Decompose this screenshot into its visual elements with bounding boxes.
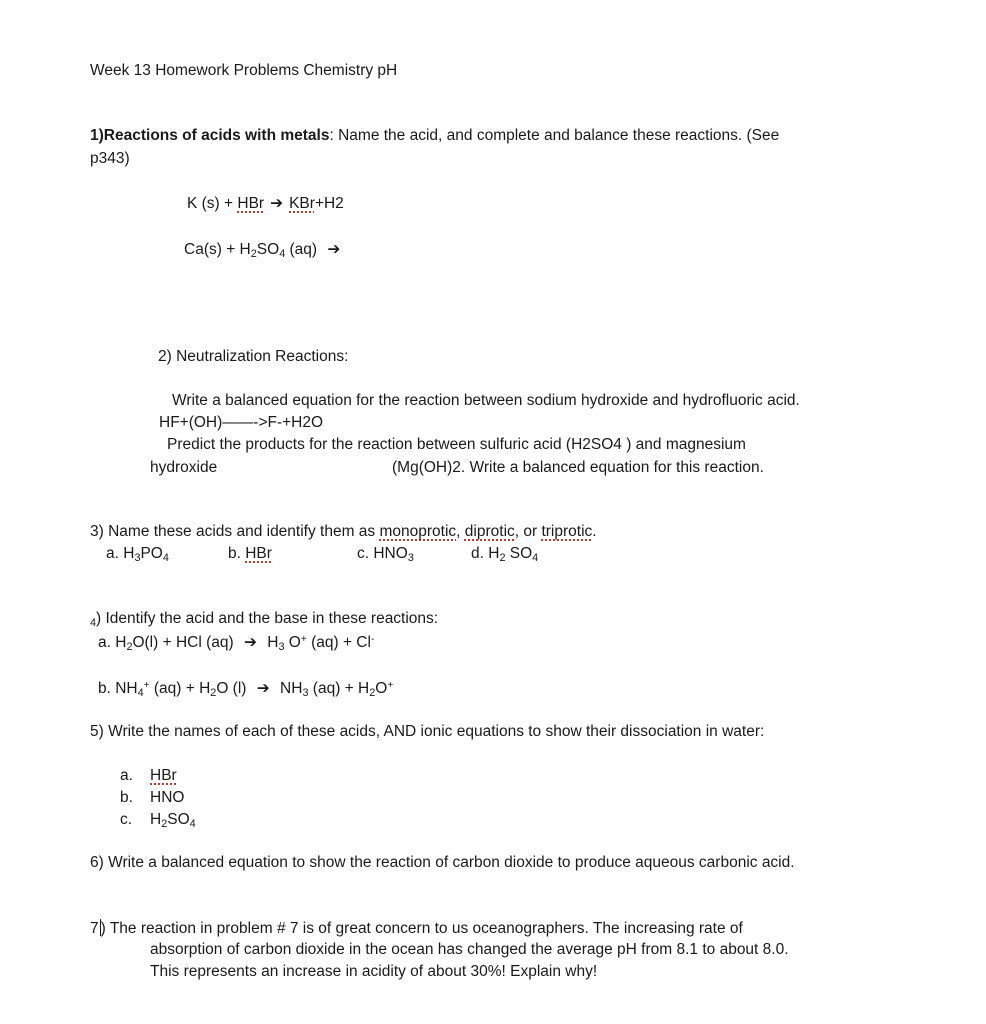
- arrow-icon: ➔: [270, 195, 284, 212]
- q4-a-tail: (aq) + Cl: [306, 634, 371, 651]
- q5-c-sub1: 2: [161, 818, 168, 831]
- q4-heading: ) Identify the acid and the base in these reactions:: [96, 610, 439, 627]
- q4-a-sup1: +: [300, 634, 307, 646]
- q3-or: , or: [514, 523, 542, 540]
- q5-item-a-value: [150, 767, 177, 786]
- q4-a-prod2: O: [284, 634, 301, 651]
- q1-eq1-product: KBr: [289, 195, 315, 212]
- q7-line-2: absorption of carbon dioxide in the ocean has changed the average pH from 8.1 to about 8.0.: [150, 941, 789, 958]
- q3-item-d: [471, 545, 538, 564]
- q3-pre: 3) Name these acids and identify them as: [90, 523, 380, 540]
- q1-eq2-mid: SO: [256, 241, 280, 258]
- q4-item-b: [98, 680, 393, 699]
- q5-item-b-value: HNO: [150, 789, 185, 806]
- q7-line-1: [90, 919, 743, 939]
- arrow-icon: ➔: [243, 634, 257, 651]
- q4-b-sup2: +: [387, 680, 394, 692]
- q4-a-mid: O(l) + HCl (aq): [132, 634, 238, 651]
- q4-item-a: [98, 634, 374, 653]
- q5-item-c-value: [150, 811, 196, 830]
- q5-c-mid: SO: [167, 811, 190, 828]
- q1-eq2-lhs: Ca(s) + H: [184, 241, 251, 258]
- arrow-icon: ➔: [327, 241, 341, 258]
- q5-c-sub2: 4: [189, 818, 196, 831]
- q4-number: 4: [90, 617, 97, 630]
- q3-item-c: [357, 545, 414, 564]
- q1-eq1-rest: +H2: [314, 195, 344, 212]
- q3-triprotic: triprotic: [541, 523, 593, 540]
- q7-line-3: This represents an increase in acidity of about 30%! Explain why!: [150, 963, 598, 980]
- q4-b-tail: (aq) + H: [308, 680, 370, 697]
- q6-prompt: 6) Write a balanced equation to show the reaction of carbon dioxide to produce aqueous carbonic acid.: [90, 854, 795, 871]
- q5-item-a-label: a.: [120, 767, 133, 784]
- q3-d-label: d. H: [471, 545, 500, 562]
- q2-heading: 2) Neutralization Reactions:: [158, 348, 349, 365]
- q1-equation-1: [187, 195, 344, 214]
- q4-b-prod: NH: [275, 680, 303, 697]
- q3-prompt: [90, 523, 597, 542]
- q4-a-sub1: 2: [126, 641, 133, 654]
- q3-c-sub: 3: [407, 552, 414, 565]
- arrow-icon: ➔: [256, 680, 270, 697]
- q3-end: .: [592, 523, 597, 540]
- q5-item-b-label: b.: [120, 789, 133, 806]
- q4-b-sub4: 2: [369, 687, 376, 700]
- q4-prompt: [90, 610, 438, 629]
- q1-eq2-sub2: 4: [279, 248, 286, 261]
- q3-d-mid: SO: [505, 545, 533, 562]
- q4-b-sub2: 2: [210, 687, 217, 700]
- q1-eq1-lhs: K (s) +: [187, 195, 238, 212]
- q5-c-pre: H: [150, 811, 162, 828]
- q3-a-sub1: 3: [134, 552, 141, 565]
- q2-line-2: HF+(OH)——->F-+H2O: [159, 414, 324, 431]
- q1-eq2-sub1: 2: [250, 248, 257, 261]
- q5-prompt: 5) Write the names of each of these acids, AND ionic equations to show their dissociation in water:: [90, 723, 765, 740]
- q4-a-sup2: -: [370, 634, 375, 646]
- q3-a-sub2: 4: [162, 552, 169, 565]
- q3-d-sub1: 2: [499, 552, 506, 565]
- q3-a-label: a. H: [106, 545, 135, 562]
- q1-eq2-rest: (aq): [285, 241, 322, 258]
- q2-line-1: Write a balanced equation for the reaction between sodium hydroxide and hydrofluoric acid.: [172, 392, 800, 409]
- q3-monoprotic: monoprotic: [379, 523, 457, 540]
- q7-number: 7: [90, 920, 99, 937]
- q4-b-pre: b. NH: [98, 680, 138, 697]
- q4-b-end: O: [375, 680, 388, 697]
- q2-line-4-right: (Mg(OH)2. Write a balanced equation for this reaction.: [392, 459, 764, 476]
- q4-b-mid2: O (l): [216, 680, 251, 697]
- q3-b-value: HBr: [245, 545, 272, 562]
- q1-heading: Reactions of acids with metals: [103, 127, 330, 144]
- q3-b-label: b.: [228, 545, 246, 562]
- q4-b-sub3: 3: [302, 687, 309, 700]
- q5-item-c-label: c.: [120, 811, 133, 828]
- q4-a-sub2: 3: [278, 641, 285, 654]
- q4-b-sub1: 4: [137, 687, 144, 700]
- q1-equation-2: [184, 241, 346, 260]
- q3-item-a: [106, 545, 169, 564]
- q4-a-pre: a. H: [98, 634, 127, 651]
- page-title: Week 13 Homework Problems Chemistry pH: [90, 62, 398, 79]
- q1-prompt: [90, 127, 779, 146]
- q3-d-sub2: 4: [532, 552, 539, 565]
- q3-item-b: [228, 545, 272, 564]
- q1-prompt-cont: p343): [90, 150, 130, 167]
- q3-a-mid: PO: [140, 545, 163, 562]
- q5-a-value: HBr: [150, 767, 177, 784]
- q3-comma: ,: [456, 523, 465, 540]
- q2-line-4-left: hydroxide: [150, 459, 218, 476]
- q2-line-3: Predict the products for the reaction between sulfuric acid (H2SO4 ) and magnesium: [167, 436, 746, 453]
- q4-b-mid: (aq) + H: [149, 680, 211, 697]
- q1-eq1-hbr: HBr: [237, 195, 265, 212]
- q4-b-sup1: +: [143, 680, 150, 692]
- q7-line1-text: ) The reaction in problem # 7 is of great concern to us oceanographers. The increasing rate of: [100, 920, 743, 937]
- q3-diprotic: diprotic: [464, 523, 515, 540]
- q1-number: 1): [90, 127, 104, 144]
- q1-text: : Name the acid, and complete and balance these reactions. (See: [329, 127, 780, 144]
- q4-a-prod1: H: [262, 634, 279, 651]
- q3-c-label: c. HNO: [357, 545, 408, 562]
